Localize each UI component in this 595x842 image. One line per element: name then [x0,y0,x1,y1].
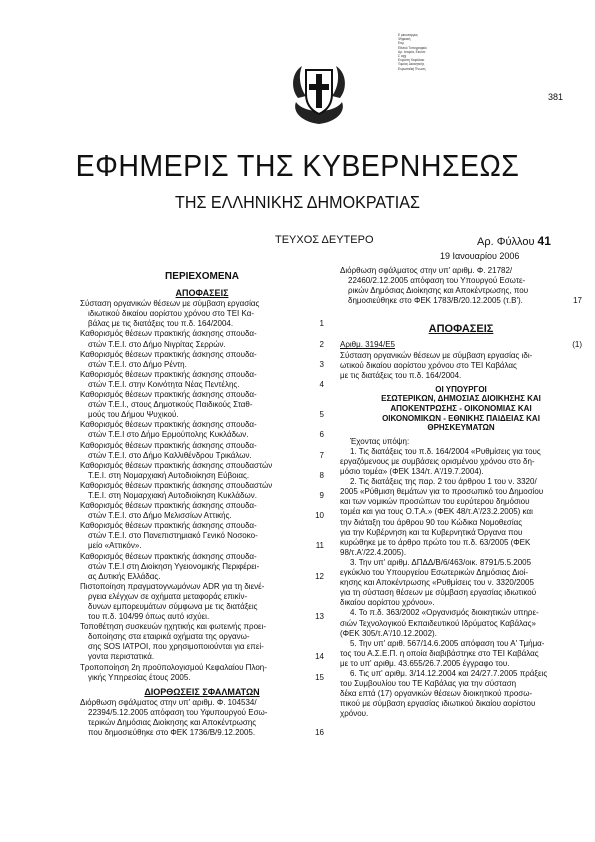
ministers-line: ΘΡΗΣΚΕΥΜΑΤΩΝ [427,423,495,433]
consideration-line: πικού με σύμβαση εργασίας ιδιωτικού δικαίου αορίστου [340,699,536,709]
page-number: 381 [548,92,564,102]
toc-entry-page: 11 [315,541,324,551]
toc-entry [80,329,324,349]
toc-entry-page: 16 [315,728,324,738]
ministers-line: ΑΠΟΚΕΝΤΡΩΣΗΣ - ΟΙΚΟΝΟΜΙΑΣ ΚΑΙ [390,404,532,414]
toc-entry-line: ρικών Δημόσιας Διοίκησης και Αποκέντρωσης, που [348,286,529,296]
toc-corrections-heading: ΔΙΟΡΘΩΣΕΙΣ ΣΦΑΛΜΑΤΩΝ [144,686,260,697]
consideration-line: 6. Τις υπ' αριθμ. 3/14.12.2004 και 24/27.7.2005 πράξεις [350,668,548,678]
toc-entry-page: 5 [319,410,324,420]
toc-entry-line: Καθορισμός θέσεων πρακτικής άσκησης σπουδαστών [80,480,273,490]
digitization-note-line: Ε ρικονιαρμος [398,33,418,37]
consideration-line: με το υπ' αριθμ. 43.655/26.7.2005 έγγραφο του. [340,658,510,668]
toc-decisions-list [80,299,324,683]
toc-entry-line: Καθορισμός θέσεων πρακτικής άσκησης σπουδα- [80,501,257,511]
toc-entry [80,350,324,370]
toc-entry-line: Πιστοποίηση πραγματογνωμόνων ADR για τη διενέ- [80,581,265,591]
consideration-line: 3. Την υπ' αριθμ. ΔΠΔΔ/Β/6/463/οικ. 8791/5.5.2005 [350,557,532,567]
toc-entry-line: Καθορισμός θέσεων πρακτικής άσκησης σπουδα- [80,420,257,430]
sheet-value: 41 [537,234,551,248]
main-column [340,266,582,719]
toc-entry [80,481,324,501]
toc-entry-text [80,350,310,370]
toc-entry-line: μούς του Δήμου Ψυχικού. [88,410,179,420]
correction-continued [340,266,582,306]
toc-entry-page: 4 [319,379,324,389]
toc-entry [80,622,324,662]
digitization-note-line: Ευρώπη Κεφάλαιο [398,58,425,63]
sheet-number [477,234,551,248]
consideration-line: (ΦΕΚ 305/τ.Α'/10.12.2002). [340,628,437,638]
toc-entry-text [80,663,310,683]
ministers-line: ΟΙΚΟΝΟΜΙΚΩΝ - ΕΘΝΙΚΗΣ ΠΑΙΔΕΙΑΣ ΚΑΙ [382,413,540,423]
toc-entry-line: στών Τ.Ε.Ι. στην Κοινότητα Νέας Πεντέλης. [88,379,240,389]
digitization-note [398,33,458,71]
toc-entry-text [80,420,310,440]
toc-entry [80,370,324,390]
toc-entry-line: Καθορισμός θέσεων πρακτικής άσκησης σπουδα- [80,390,257,400]
toc-entry-text [80,582,310,622]
toc-entry-line: Τ.Ε.Ι. στη Νομαρχιακή Αυτοδιοίκηση Εύβοιας. [88,470,250,480]
toc-entry-line: σης SOS ΙΑΤΡΟΙ, που χρησιμοποιούνται για επεί- [88,642,264,652]
toc-entry-page: 12 [315,571,324,581]
digitization-note-line: Ετιμ [398,41,404,46]
toc-entry-line: Καθορισμός θέσεων πρακτικής άσκησης σπουδα- [80,521,257,531]
toc-entry-page: 2 [319,339,324,349]
toc-entry-line: Καθορισμός θέσεων πρακτικής άσκησης σπουδα- [80,349,257,359]
consideration-line: εγκύκλιο του Υπουργείου Εσωτερικών Δημόσιας Διοί- [340,568,529,578]
consideration-line: τος του Α.Σ.Ε.Π. η οποία διαβιβάστηκε στο ΤΕΙ Καβάλας [340,648,539,658]
toc-entry-line: στών Τ.Ε.Ι στο Δήμο Ερμούπολης Κυκλάδων. [88,430,249,440]
consideration-line: κησης και Αποκέντρωσης «Ρυθμίσεις του ν. 3320/2005 [340,578,534,588]
decision-subject [340,351,582,381]
toc-entry-line: στών Τ.Ε.Ι. στο Δήμο Νιγρίτας Σερρών. [88,339,226,349]
ministers-line: ΟΙ ΥΠΟΥΡΓΟΙ [435,384,487,394]
toc-entry-line: Τοποθέτηση συσκευών ηχητικής και φωτεινής προει- [80,622,267,632]
toc-entry-page: 7 [319,450,324,460]
toc-entry-line: 22460/2.12.2005 απόφαση του Υπουργού Εσωτε- [348,276,526,286]
toc-entry-page: 8 [319,470,324,480]
consideration-paragraph [340,608,582,638]
consideration-line: τομέα και για τους Ο.Τ.Α.» (ΦΕΚ 48/τ.Α'/23.2.2005) και [340,507,533,517]
toc-entry-line: Τ.Ε.Ι. στη Νομαρχιακή Αυτοδιοίκηση Κυκλάδων. [88,490,257,500]
decision-subject-line: με τις διατάξεις του π.δ. 164/2004. [340,370,462,380]
consideration-line: 98/τ.Α'/22.4.2005). [340,547,407,557]
toc-entry-text [80,521,310,551]
toc-entry-line: Καθορισμός θέσεων πρακτικής άσκησης σπουδα- [80,440,257,450]
issue-label: ΤΕΥΧΟΣ ΔΕΥΤΕΡΟ [275,234,374,246]
digitization-note-line: Αρ. Ιστορία, Εικόνα [398,49,426,54]
ministers-line: ΕΣΩΤΕΡΙΚΩΝ, ΔΗΜΟΣΙΑΣ ΔΙΟΙΚΗΣΗΣ ΚΑΙ [381,394,541,404]
toc-entry-line: στών Τ.Ε.Ι. στο Δήμο Μελισσίων Αττικής. [88,511,232,521]
consideration-line: 5. Την υπ' αριθ. 567/14.6.2005 απόφαση του Α' Τμήμα- [350,638,545,648]
toc-entry-text [80,370,310,390]
toc-entry [80,299,324,329]
decision-subject-line: Σύσταση οργανικών θέσεων με σύμβαση εργασίας ιδι- [340,350,533,360]
toc-entry-text [80,299,310,329]
toc-entry-line: ας Δυτικής Ελλάδας. [88,571,161,581]
gazette-subtitle: ΤΗΣ ΕΛΛΗΝΙΚΗΣ ΔΗΜΟΚΡΑΤΙΑΣ [175,192,420,212]
toc-entry-page: 3 [319,359,324,369]
consideration-line: 4. Το π.δ. 363/2002 «Οργανισμός διοικητικών υπηρε- [350,608,539,618]
consideration-paragraph [340,477,582,558]
consideration-paragraph [340,639,582,669]
toc-entry-line: στών Τ.Ε.Ι. στο Δήμο Καλλιθένδρου Τρικάλων. [88,450,252,460]
toc-entry-line: βάλας με τις διατάξεις του π.δ. 164/2004. [88,319,234,329]
toc-entry-line: που δημοσιεύθηκε στο ΦΕΚ 1736/Β/9.12.2005. [88,728,256,738]
decision-reference [340,340,582,350]
digitization-note-line: Εθνικό Τυπογραφείο [398,45,427,50]
toc-heading: ΠΕΡΙΕΧΟΜΕΝΑ [165,271,239,282]
toc-entry-text [80,501,310,521]
toc-entry-line: δοποίησης στα εταιρικά οχήματα της οργανω- [88,632,250,642]
considering-label: Έχοντας υπόψη: [350,436,410,446]
toc-entry [340,266,582,306]
toc-entry [80,521,324,551]
toc-entry-line: Διόρθωση σφάλματος στην υπ' αριθμ. Φ. 104534/ [80,697,257,707]
toc-entry-line: ιδιωτικού δικαίου αορίστου χρόνου στο ΤΕΙ Κα- [88,309,254,319]
toc-entry-line: Καθορισμός θέσεων πρακτικής άσκησης σπουδα- [80,369,257,379]
toc-entry-line: Καθορισμός θέσεων πρακτικής άσκησης σπουδα- [80,329,257,339]
toc-entry-text [80,461,310,481]
toc-entry [80,390,324,420]
toc-entry [80,441,324,461]
toc-entry-line: Σύσταση οργανικών θέσεων με σύμβαση εργασίας [80,299,260,309]
toc-entry-line: Καθορισμός θέσεων πρακτικής άσκησης σπουδαστών [80,460,273,470]
consideration-line: 2. Τις διατάξεις της παρ. 2 του άρθρου 1 του ν. 3320/ [350,477,537,487]
toc-entry [80,663,324,683]
toc-entry [80,461,324,481]
toc-entry-page: 13 [315,612,324,622]
toc-entry-line: γικής Υπηρεσίας έτους 2005. [88,672,191,682]
decision-subject-line: ωτικού δικαίου αορίστου χρόνου στο ΤΕΙ Καβάλας [340,360,517,370]
toc-entry-text [80,481,310,501]
consideration-paragraph [340,447,582,477]
consideration-line: του Συμβουλίου του ΤΕ Καβάλας για την σύσταση [340,679,517,689]
toc-entry-page: 1 [319,319,324,329]
toc-entry-page: 15 [315,672,324,682]
consideration-line: χρόνου. [340,709,369,719]
toc-entry-line: στών Τ.Ε.Ι στη Διοίκηση Υγειονομικής Περιφέρει- [88,561,260,571]
toc-entry-line: 22394/5.12.2005 απόφαση του Υφυπουργού Εσω- [88,707,268,717]
digitization-note-line: Σ αρχ [398,54,407,59]
toc-entry-line: δημοσιεύθηκε στο ΦΕΚ 1783/Β/20.12.2005 (τ.Β'). [348,296,523,306]
decision-ref-number: Αριθμ. 3194/Ε5 [340,340,395,350]
toc-entry-text [80,622,310,662]
digitization-note-line: Ψηφιακή [398,37,411,42]
toc-entry-page: 9 [319,490,324,500]
consideration-line: 2005 «Ρύθμιση θεμάτων για το προσωπικό του Δημοσίου [340,487,544,497]
toc-entry-line: στών Τ.Ε.Ι. στο Πανεπιστημιακό Γενικό Νοσοκο- [88,531,258,541]
toc-entry-line: στών Τ.Ε.Ι. στο Δήμο Ρέντη. [88,359,187,369]
coat-of-arms-icon [288,58,350,128]
consideration-line: 1. Τις διατάξεις του π.δ. 164/2004 «Ρυθμίσεις για τους [350,446,541,456]
toc-entry [80,501,324,521]
toc-corrections-list [80,698,324,738]
toc-column [80,266,324,738]
consideration-line: σιών Τεχνολογικού Εκπαιδευτικού Ιδρύματος Καβάλας» [340,618,536,628]
toc-entry-text [80,441,310,461]
toc-entry-page: 17 [573,296,582,306]
toc-entry-line: Καθορισμός θέσεων πρακτικής άσκησης σπουδα- [80,551,257,561]
toc-decisions-heading: ΑΠΟΦΑΣΕΙΣ [175,288,229,299]
toc-entry-text [80,552,310,582]
decisions-title: ΑΠΟΦΑΣΕΙΣ [428,323,494,336]
digitization-note-line: Ευρωπαϊκή Ένωση [398,66,426,71]
considerations-list [340,447,582,720]
toc-entry-line: τερικών Δημόσιας Διοίκησης και Αποκέντρωσης [88,718,257,728]
toc-entry-page: 10 [315,511,324,521]
consideration-line: εργαζόμενους με συμβάσεις ορισμένου χρόνου στο δη- [340,457,535,466]
sheet-label: Αρ. Φύλλου [477,236,535,248]
consideration-line: δικαίου αορίστου χρόνου». [340,598,435,608]
toc-entry-text [80,329,310,349]
consideration-line: την διάταξη του άρθρου 90 του Κώδικα Νομοθεσίας [340,517,523,527]
ministers-heading [340,385,582,433]
gazette-title: ΕΦΗΜΕΡΙΣ ΤΗΣ ΚΥΒΕΡΝΗΣΕΩΣ [75,148,520,183]
toc-entry-text [80,698,310,738]
toc-entry-line: Τροποποίηση 2η προϋπολογισμού Κεφαλαίου Πλοη- [80,662,267,672]
toc-entry-page: 6 [319,430,324,440]
toc-entry-line: ργεια ελέγχων σε οχήματα μεταφοράς επικίν- [88,591,248,601]
toc-entry [80,552,324,582]
consideration-line: για την Κυβέρνηση και τα Κυβερνητικά Όργανα που [340,527,523,537]
consideration-paragraph [340,669,582,719]
toc-entry-line: δυνων εμπορευμάτων σύμφωνα με τις διατάξεις [88,602,258,611]
toc-entry-line: του π.δ. 104/99 όπως αυτό ισχύει. [88,612,210,622]
toc-entry-text [80,390,310,420]
consideration-line: μόσιο τομέα» (ΦΕΚ 134/τ. Α'/19.7.2004). [340,467,484,477]
toc-entry-line: γοντα περιστατικά. [88,652,155,662]
consideration-line: για τη σύσταση θέσεων με σύμβαση εργασίας ιδιωτικού [340,588,537,598]
decision-ref-index: (1) [572,340,582,350]
toc-entry [80,698,324,738]
consideration-line: δέκα επτά (17) οργανικών θέσεων διοικητικού προσω- [340,689,533,699]
toc-entry-text [340,266,570,306]
consideration-paragraph [340,558,582,608]
issue-date: 19 Ιανουαρίου 2006 [440,251,520,261]
toc-entry-page: 14 [315,652,324,662]
toc-entry [80,582,324,622]
toc-entry-line: μείο «Αττικόν». [88,541,142,551]
toc-entry-line: στών Τ.Ε.Ι., στους Δημοτικούς Παιδικούς Σταθ- [88,400,253,410]
toc-entry-line: Διόρθωση σφάλματος στην υπ' αριθμ. Φ. 21782/ [340,266,513,275]
consideration-line: και των νομικών προσώπων του ευρύτερου δημόσιου [340,497,530,507]
toc-entry [80,420,324,440]
digitization-note-line: Τομέας Διοικητικής [398,62,425,67]
consideration-line: κυρώθηκε με το άρθρο πρώτο του π.δ. 63/2005 (ΦΕΚ [340,537,531,547]
